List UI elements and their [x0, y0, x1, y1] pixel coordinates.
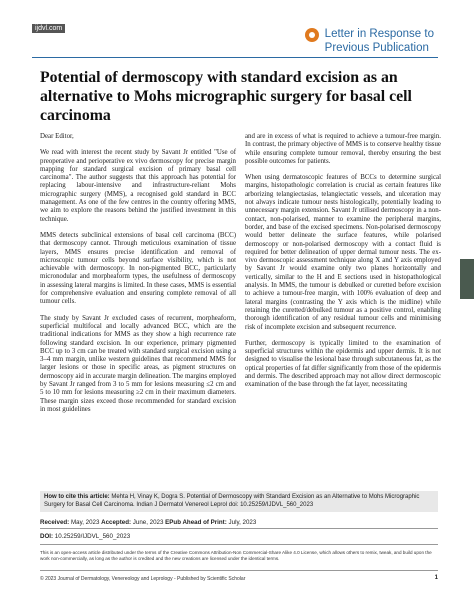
license-text: This is an open-access article distributed under the terms of the Creative Commons Attribution-Non Commercial-Share Alike 4.0 License, which allows others to remix, tweak, and build upon the work non-commercially, as long as the author is credited and the new creations are licensed under the identical terms. [40, 550, 432, 561]
paragraph: MMS detects subclinical extensions of basal cell carcinoma (BCC) that dermoscopy cannot. Through meticulous examination of tissue layers, MMS ensures precise identification and removal of microscopic tumour cells beyond surface visibility, which is not achievable with dermoscopy. In non-pigmented BCC, particularly micronodular and morpheaform types, the usefulness of dermoscopy in assessing lateral margins is limited. In these cases, MMS is essential for comprehensive evaluation and ensuring complete removal of all tumour cells. [40, 231, 236, 306]
header-divider [32, 57, 438, 58]
paragraph: Further, dermoscopy is typically limited to the examination of superficial structures within the epidermis and upper dermis. It is not designed to visualise the lesional base through subcutaneous fat, as the optical properties of fat differ significantly from those of the epidermis and dermis. The described approach may not allow direct dermoscopic examination of the base through the fat layer, necessitating [245, 339, 441, 389]
body-column-left [40, 133, 236, 422]
journal-tag[interactable]: ijdvl.com [32, 24, 65, 33]
paragraph: When using dermatoscopic features of BCCs to determine surgical margins, histopathologic correlation is crucial as certain features like arborizing telangiectasias, telangiectatic vessels, and ulceration may not always indicate tumour nests histologically, potentially leading to unnecessary margin extension. Savant Jr utilised dermoscopy in a non-contact, non-polarised, manner to examine the peripheral margins, border, and base of the excised specimens. Non-polarised dermoscopy would better delineate the surface features, while polarised dermoscopy or non-polarised dermoscopy with a contact fluid is required for better delineation of upper dermal tumour nests. The ex-vivo dermoscopic assessment technique along X and Y axis employed by Savant Jr would examine only two planes horizontally and vertically, similar to the H and E sections used in histopathological analysis. In MMS, the tumour is debulked or curetted before excision to achieve a tumour-free margin, with 100% evaluation of deep and lateral margins (contrasting the Y axis which is the midline) while retaining the curetted/debulked tumour as a positive control, enabling thorough identification of any residual tumour cells and minimising risk of incomplete excision and subsequent recurrence. [245, 174, 441, 331]
accepted-label: Accepted: [101, 519, 132, 526]
article-type-line1: Letter in Response to [324, 28, 434, 40]
circle-logo-icon [305, 28, 319, 42]
paragraph: We read with interest the recent study by Savant Jr entitled "Use of preoperative and perioperative ex vivo dermoscopy for precise margin mapping for standard surgical excision of primary basal cell carcinoma". The author suggests that this approach has potential for replacing labour-intensive and infrastructure-reliant Mohs micrographic surgery (MMS), a recognised gold standard in BCC management. As one of the few centres in the country offering MMS, we aim to explore the reasons behind the justified investment in this technique. [40, 149, 236, 223]
article-type [305, 27, 434, 55]
article-title: Potential of dermoscopy with standard excision as an alternative to Mohs micrographic surgery for basal cell carcinoma [40, 69, 412, 124]
body-column-right [245, 133, 441, 398]
divider [40, 528, 438, 529]
page-header [0, 0, 474, 54]
publication-dates [40, 519, 438, 527]
paragraph: and are in excess of what is required to achieve a tumour-free margin. In contrast, the primary objective of MMS is to conserve healthy tissue while ensuring complete tumour removal, thereby ensuring the best possible outcomes for patients. [245, 133, 441, 165]
citation-label: How to cite this article: [44, 494, 110, 500]
page-number: 1 [434, 575, 438, 581]
side-tab [460, 259, 474, 299]
paragraph: The study by Savant Jr excluded cases of recurrent, morpheaform, superficial multifocal and locally advanced BCC, which are the traditional indications for MMS as they show a high recurrence rate following standard excision. In our experience, primary pigmented BCC up to 3 cm can be treated with standard surgical excision using a 3–4 mm margin, unlike western guidelines that recommend MMS for larger lesions or those in specific areas, as pigment structures on dermoscopy aid in accurate margin delineation. The margins employed by Savant Jr ranged from 3 to 5 mm for lesions measuring ≤2 cm and 5 to 10 mm for lesions measuring ≥2 cm in their maximum diameters. These margin sizes exceed those recommended for standard excision in most guidelines [40, 314, 236, 413]
citation-text: Mehta H, Vinay K, Dogra S. Potential of Dermoscopy with Standard Excision as an Alternative to Mohs Micrographic Surgery for Basal Cell Carcinoma. Indian J Dermatol Venereol Leprol doi: 10.25259/IJDVL_560_2023 [44, 494, 420, 508]
article-type-line2: Previous Publication [324, 42, 429, 54]
received-date: May, 2023 [70, 519, 100, 526]
received-label: Received: [40, 519, 70, 526]
epub-label: EPub Ahead of Print: [165, 519, 227, 526]
accepted-date: June, 2023 [132, 519, 164, 526]
epub-date: July, 2023 [228, 519, 257, 526]
doi-label: DOI: [40, 533, 54, 540]
salutation: Dear Editor, [40, 133, 74, 140]
copyright-footer: © 2023 Journal of Dermatology, Venereology and Leprology - Published by Scientific Scholar [40, 576, 246, 582]
doi-line [40, 533, 130, 540]
divider [40, 544, 438, 545]
divider [40, 570, 438, 571]
citation-box [40, 491, 438, 512]
doi-value[interactable]: 10.25259/IJDVL_560_2023 [54, 533, 131, 540]
